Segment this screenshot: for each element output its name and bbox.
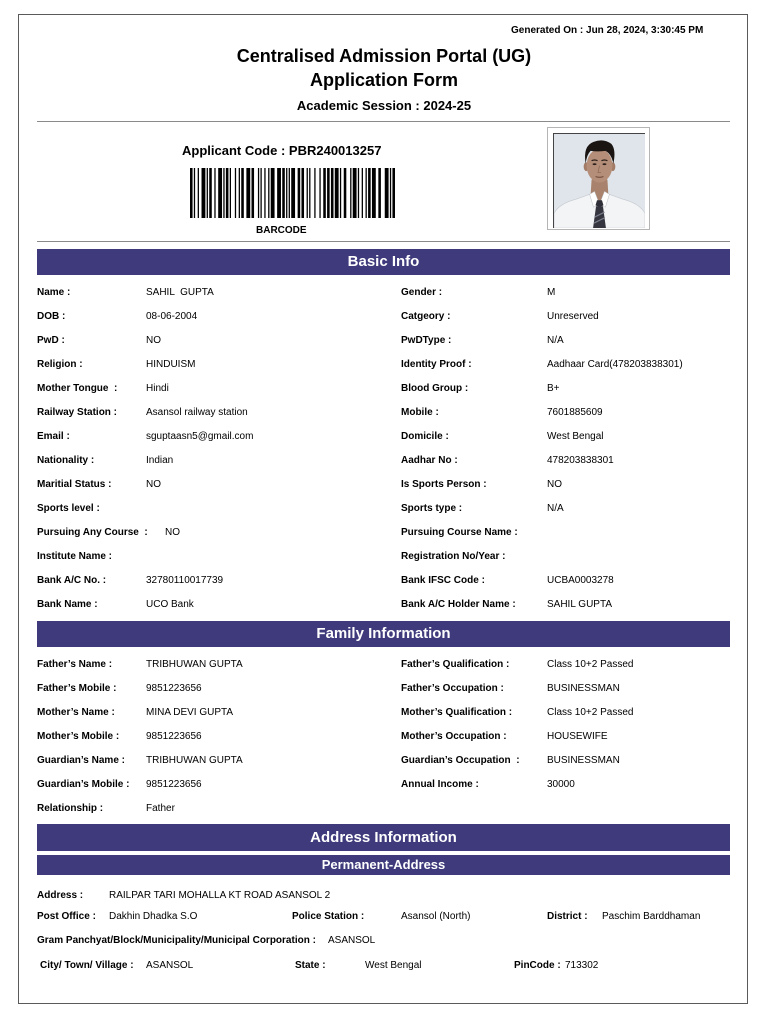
guardians-mobile-label: Guardian’s Mobile :: [37, 779, 130, 790]
pwd-label: PwD :: [37, 335, 65, 346]
fathers-name-value: TRIBHUWAN GUPTA: [146, 659, 243, 670]
email-label: Email :: [37, 431, 70, 442]
barcode-bar: [309, 168, 310, 218]
generated-on-timestamp: Generated On : Jun 28, 2024, 3:30:45 PM: [511, 25, 704, 36]
domicile-label: Domicile :: [401, 431, 449, 442]
bank-ac-no-label: Bank A/C No. :: [37, 575, 107, 586]
pwd-type-label: PwDType :: [401, 335, 452, 346]
identity-proof-value: Aadhaar Card(478203838301): [547, 359, 683, 370]
barcode-bar: [335, 168, 339, 218]
address-value: RAILPAR TARI MOHALLA KT ROAD ASANSOL 2: [109, 890, 331, 901]
district-label: District :: [547, 911, 588, 922]
city-value: ASANSOL: [146, 960, 194, 971]
basic-info-header: Basic Info: [37, 249, 730, 275]
institute-name-label: Institute Name :: [37, 551, 113, 562]
barcode-bar: [223, 168, 224, 218]
bank-ifsc-code-label: Bank IFSC Code :: [401, 575, 485, 586]
barcode-caption: BARCODE: [256, 225, 307, 236]
pursuing-any-course-value: NO: [165, 527, 180, 538]
gender-label: Gender :: [401, 287, 443, 298]
registration-no-year-label: Registration No/Year :: [401, 551, 506, 562]
mothers-name-label: Mother’s Name :: [37, 707, 115, 718]
barcode-bar: [291, 168, 295, 218]
mobile-label: Mobile :: [401, 407, 439, 418]
bank-ac-no-value: 32780110017739: [146, 575, 224, 586]
barcode-bar: [282, 168, 285, 218]
pursuing-any-course-label: Pursuing Any Course :: [37, 527, 148, 538]
barcode-bar: [202, 168, 206, 218]
barcode-bar: [319, 168, 320, 218]
barcode-bar: [301, 168, 304, 218]
bank-ac-holder-name-value: SAHIL GUPTA: [547, 599, 613, 610]
family-info-row: [0, 749, 768, 773]
pincode-label: PinCode :: [514, 960, 561, 971]
dob-label: DOB :: [37, 311, 66, 322]
mother-tongue-value: Hindi: [146, 383, 169, 394]
basic-info-row: [0, 353, 768, 377]
barcode-bar: [392, 168, 395, 218]
nationality-label: Nationality :: [37, 455, 95, 466]
barcode-bar: [230, 168, 231, 218]
nationality-value: Indian: [146, 455, 174, 466]
pwd-type-value: N/A: [547, 335, 564, 346]
guardians-name-label: Guardian’s Name :: [37, 755, 125, 766]
barcode-bar: [327, 168, 330, 218]
address-row: [0, 956, 768, 976]
barcode-bar: [323, 168, 326, 218]
barcode-bar: [372, 168, 376, 218]
applicant-divider: [37, 241, 730, 242]
email-value: sguptaasn5@gmail.com: [146, 431, 254, 442]
bank-name-value: UCO Bank: [146, 599, 194, 610]
form-title: Application Form: [310, 70, 458, 90]
mothers-qualification-value: Class 10+2 Passed: [547, 707, 634, 718]
basic-info-row: [0, 329, 768, 353]
barcode-bar: [331, 168, 334, 218]
name-label: Name :: [37, 287, 71, 298]
is-sports-person-label: Is Sports Person :: [401, 479, 487, 490]
barcode-bar: [289, 168, 290, 218]
post-office-label: Post Office :: [37, 911, 96, 922]
barcode-bar: [368, 168, 371, 218]
applicant-code: [182, 143, 381, 159]
address-row: [0, 907, 768, 927]
barcode-bar: [340, 168, 341, 218]
family-info-section: [0, 653, 768, 821]
basic-info-row: [0, 425, 768, 449]
barcode-bar: [344, 168, 347, 218]
mothers-qualification-label: Mother’s Qualification :: [401, 707, 513, 718]
portal-title: Centralised Admission Portal (UG): [236, 46, 532, 66]
sports-type-value: N/A: [547, 503, 564, 514]
barcode-bar: [218, 168, 222, 218]
blood-group-value: B+: [547, 383, 560, 394]
basic-info-row: [0, 497, 768, 521]
basic-info-row: [0, 281, 768, 305]
guardians-name-value: TRIBHUWAN GUPTA: [146, 755, 243, 766]
barcode-bar: [358, 168, 359, 218]
domicile-value: West Bengal: [547, 431, 604, 442]
fathers-mobile-value: 9851223656: [146, 683, 202, 694]
religion-value: HINDUISM: [146, 359, 196, 370]
permanent-address-header: Permanent-Address: [37, 855, 730, 875]
pincode-value: 713302: [565, 960, 599, 971]
barcode-bar: [194, 168, 195, 218]
barcode-bar: [390, 168, 391, 218]
basic-info-row: [0, 521, 768, 545]
basic-info-row: [0, 377, 768, 401]
family-info-row: [0, 701, 768, 725]
guardians-occupation-label: Guardian’s Occupation :: [401, 755, 520, 766]
family-info-row: [0, 725, 768, 749]
barcode-bar: [268, 168, 269, 218]
academic-session: Academic Session : 2024-25: [296, 98, 472, 113]
mobile-value: 7601885609: [547, 407, 603, 418]
applicant-photo: [553, 133, 645, 228]
barcode-bar: [239, 168, 240, 218]
sports-level-label: Sports level :: [37, 503, 100, 514]
barcode-bar: [286, 168, 287, 218]
barcode-bar: [298, 168, 301, 218]
basic-info-row: [0, 545, 768, 569]
aadhar-no-value: 478203838301: [547, 455, 614, 466]
mothers-occupation-label: Mother’s Occupation :: [401, 731, 507, 742]
barcode-bar: [226, 168, 229, 218]
barcode-bar: [235, 168, 236, 218]
guardians-occupation-value: BUSINESSMAN: [547, 755, 620, 766]
fathers-occupation-label: Father’s Occupation :: [401, 683, 504, 694]
pwd-value: NO: [146, 335, 161, 346]
police-station-label: Police Station :: [292, 911, 365, 922]
sports-type-label: Sports type :: [401, 503, 463, 514]
barcode-bar: [258, 168, 259, 218]
barcode-bar: [241, 168, 244, 218]
is-sports-person-value: NO: [547, 479, 562, 490]
marital-status-value: NO: [146, 479, 161, 490]
address-info-header: Address Information: [37, 824, 730, 851]
guardians-mobile-value: 9851223656: [146, 779, 202, 790]
mothers-mobile-label: Mother’s Mobile :: [37, 731, 120, 742]
applicant-code-label: Applicant Code :: [182, 143, 286, 158]
marital-status-label: Maritial Status :: [37, 479, 112, 490]
family-info-row: [0, 677, 768, 701]
barcode-bar: [307, 168, 308, 218]
family-info-header: Family Information: [37, 621, 730, 647]
basic-info-row: [0, 401, 768, 425]
barcode-bar: [207, 168, 208, 218]
local-body-label: Gram Panchyat/Block/Municipality/Municipal Corporation :: [37, 935, 316, 946]
mother-tongue-label: Mother Tongue :: [37, 383, 118, 394]
annual-income-value: 30000: [547, 779, 575, 790]
header-divider: [37, 121, 730, 122]
barcode-bar: [209, 168, 212, 218]
police-station-value: Asansol (North): [401, 911, 471, 922]
basic-info-row: [0, 305, 768, 329]
category-label: Catgeory :: [401, 311, 451, 322]
basic-info-section: [0, 281, 768, 617]
category-value: Unreserved: [547, 311, 599, 322]
mothers-occupation-value: HOUSEWIFE: [547, 731, 608, 742]
family-info-row: [0, 773, 768, 797]
pursuing-course-name-label: Pursuing Course Name :: [401, 527, 518, 538]
fathers-name-label: Father’s Name :: [37, 659, 113, 670]
barcode-bar: [362, 168, 363, 218]
address-label: Address :: [37, 890, 84, 901]
barcode-bar: [260, 168, 261, 218]
barcode-bar: [385, 168, 389, 218]
identity-proof-label: Identity Proof :: [401, 359, 472, 370]
fathers-occupation-value: BUSINESSMAN: [547, 683, 620, 694]
railway-station-value: Asansol railway station: [146, 407, 248, 418]
barcode-bar: [252, 168, 255, 218]
family-info-row: [0, 653, 768, 677]
aadhar-no-label: Aadhar No :: [401, 455, 458, 466]
basic-info-row: [0, 569, 768, 593]
address-row: [0, 931, 768, 951]
basic-info-row: [0, 449, 768, 473]
bank-ac-holder-name-label: Bank A/C Holder Name :: [401, 599, 516, 610]
barcode-image: [190, 168, 395, 218]
barcode-bar: [271, 168, 275, 218]
barcode-bar: [378, 168, 381, 218]
mothers-mobile-value: 9851223656: [146, 731, 202, 742]
barcode-bar: [190, 168, 193, 218]
family-info-row: [0, 797, 768, 821]
barcode-bar: [264, 168, 265, 218]
barcode-bar: [314, 168, 315, 218]
annual-income-label: Annual Income :: [401, 779, 479, 790]
district-value: Paschim Barddhaman: [602, 911, 701, 922]
barcode-bar: [277, 168, 281, 218]
barcode-bar: [366, 168, 367, 218]
applicant-code-value: PBR240013257: [288, 143, 382, 158]
address-row: [0, 886, 768, 906]
gender-value: M: [547, 287, 556, 298]
relationship-value: Father: [146, 803, 175, 814]
dob-value: 08-06-2004: [146, 311, 198, 322]
post-office-value: Dakhin Dhadka S.O: [109, 911, 198, 922]
relationship-label: Relationship :: [37, 803, 104, 814]
fathers-mobile-label: Father’s Mobile :: [37, 683, 117, 694]
railway-station-label: Railway Station :: [37, 407, 118, 418]
religion-label: Religion :: [37, 359, 83, 370]
fathers-qualification-label: Father’s Qualification :: [401, 659, 510, 670]
state-value: West Bengal: [365, 960, 422, 971]
applicant-portrait-image: [554, 134, 645, 228]
bank-ifsc-code-value: UCBA0003278: [547, 575, 614, 586]
applicant-photo-frame: [547, 127, 650, 230]
basic-info-row: [0, 593, 768, 617]
barcode-bar: [246, 168, 250, 218]
blood-group-label: Blood Group :: [401, 383, 469, 394]
mothers-name-value: MINA DEVI GUPTA: [146, 707, 234, 718]
barcode-bar: [353, 168, 357, 218]
fathers-qualification-value: Class 10+2 Passed: [547, 659, 634, 670]
city-label: City/ Town/ Village :: [40, 960, 134, 971]
barcode-bar: [198, 168, 199, 218]
barcode-bar: [214, 168, 215, 218]
basic-info-row: [0, 473, 768, 497]
local-body-value: ASANSOL: [328, 935, 376, 946]
name-value: SAHIL GUPTA: [146, 287, 214, 298]
state-label: State :: [295, 960, 326, 971]
barcode-bar: [350, 168, 351, 218]
bank-name-label: Bank Name :: [37, 599, 98, 610]
